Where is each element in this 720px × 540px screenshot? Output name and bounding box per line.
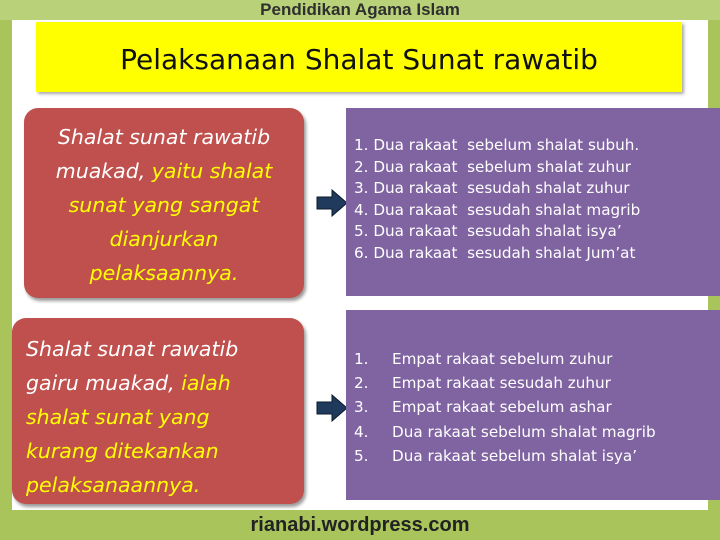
definition-box-gairu-muakad <box>12 318 304 504</box>
list-item <box>354 347 656 371</box>
list-item: 3. Dua rakaat sesudah shalat zuhur <box>354 179 630 197</box>
list-item-number: 2. <box>354 374 369 393</box>
list-item-number: 4. <box>354 422 369 441</box>
muakad-list <box>354 135 640 264</box>
list-item-text: Empat rakaat sesudah zuhur <box>392 374 611 393</box>
box1-rest-b: dianjurkan <box>109 227 219 251</box>
list-item-text: Dua rakaat sebelum shalat magrib <box>392 422 656 441</box>
list-item-number: 5. <box>354 446 369 465</box>
list-item-number: 1. <box>354 350 369 368</box>
list-item <box>354 371 656 395</box>
list-item: 6. Dua rakaat sesudah shalat Jum’at <box>354 243 636 262</box>
slide-title: Pelaksanaan Shalat Sunat rawatib <box>36 22 682 92</box>
footer-url: rianabi.wordpress.com <box>250 514 470 536</box>
list-item: 4. Dua rakaat sesudah shalat magrib <box>354 200 641 219</box>
box1-line1: Shalat sunat rawatib <box>57 125 271 149</box>
list-item-text: Empat rakaat sebelum ashar <box>392 398 612 417</box>
muakad-list-box <box>346 108 720 296</box>
box2-connector: ialah <box>181 371 231 395</box>
box2-term: gairu muakad, <box>26 371 175 395</box>
list-item-number: 3. <box>354 398 369 417</box>
arrow-right-icon <box>316 394 348 422</box>
definition-box-muakad <box>24 108 304 298</box>
box1-rest-a: sunat yang sangat <box>68 193 260 217</box>
gairu-muakad-list-box <box>346 310 720 500</box>
list-item <box>354 395 656 419</box>
list-item-text: Dua rakaat sebelum shalat isya’ <box>392 446 638 465</box>
box2-rest-c: pelaksanaannya. <box>26 473 201 497</box>
header-title: Pendidikan Agama Islam <box>0 0 720 20</box>
box2-rest-b: kurang ditekankan <box>26 439 219 463</box>
list-item: 2. Dua rakaat sebelum shalat zuhur <box>354 157 632 176</box>
list-item <box>354 420 656 444</box>
list-item: 1. Dua rakaat sebelum shalat subuh. <box>354 136 640 154</box>
box1-rest-c: pelaksaannya. <box>89 261 239 285</box>
box2-line1: Shalat sunat rawatib <box>26 337 239 361</box>
box1-connector: yaitu shalat <box>151 159 273 183</box>
gairu-muakad-list <box>354 347 656 468</box>
list-item-text: Empat rakaat sebelum zuhur <box>392 350 613 368</box>
list-item <box>354 444 656 468</box>
list-item: 5. Dua rakaat sesudah shalat isya’ <box>354 222 622 240</box>
box2-rest-a: shalat sunat yang <box>26 405 210 429</box>
box1-term: muakad, <box>55 159 146 183</box>
arrow-right-icon <box>316 189 348 217</box>
